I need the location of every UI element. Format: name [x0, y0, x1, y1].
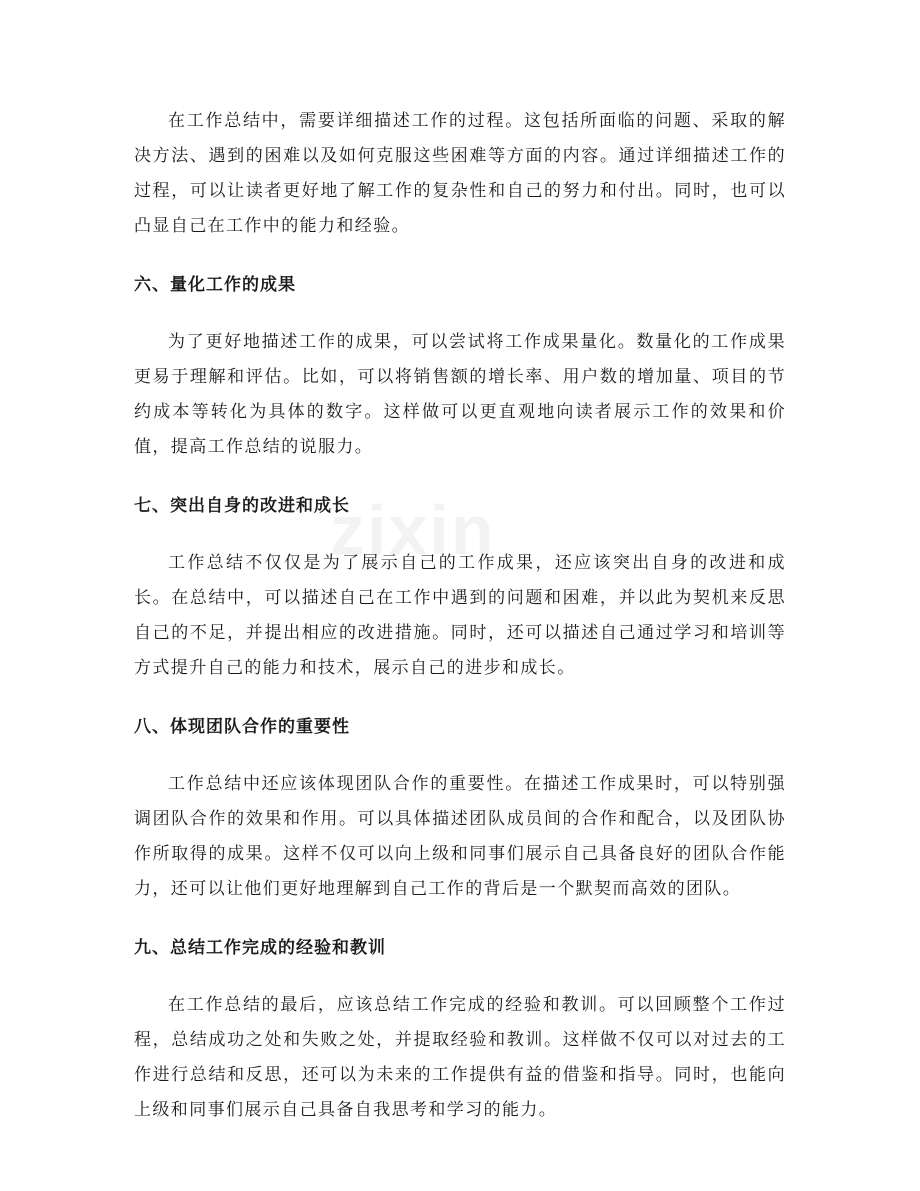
paragraph-work-process: 在工作总结中，需要详细描述工作的过程。这包括所面临的问题、采取的解决方法、遇到的困难以及如何克服这些困难等方面的内容。通过详细描述工作的过程，可以让读者更好地了解工作的复杂性和自己的努力和付出。同时，也可以凸显自己在工作中的能力和经验。	[134, 111, 786, 236]
section-heading-8: 八、体现团队合作的重要性	[134, 717, 350, 737]
section-heading-6: 六、量化工作的成果	[134, 275, 296, 295]
section-heading-9: 九、总结工作完成的经验和教训	[134, 938, 386, 958]
paragraph-teamwork: 工作总结中还应该体现团队合作的重要性。在描述工作成果时，可以特别强调团队合作的效果和作用。可以具体描述团队成员间的合作和配合，以及团队协作所取得的成果。这样不仅可以向上级和同事们展示自己具备良好的团队合作能力，还可以让他们更好地理解到自己工作的背后是一个默契而高效的团队。	[134, 774, 786, 899]
section-heading-7: 七、突出自身的改进和成长	[134, 496, 350, 516]
document-body	[134, 104, 786, 1155]
paragraph-self-improvement: 工作总结不仅仅是为了展示自己的工作成果，还应该突出自身的改进和成长。在总结中，可以描述自己在工作中遇到的问题和困难，并以此为契机来反思自己的不足，并提出相应的改进措施。同时，还可以描述自己通过学习和培训等方式提升自己的能力和技术，展示自己的进步和成长。	[134, 553, 786, 678]
paragraph-quantify-results: 为了更好地描述工作的成果，可以尝试将工作成果量化。数量化的工作成果更易于理解和评估。比如，可以将销售额的增长率、用户数的增加量、项目的节约成本等转化为具体的数字。这样做可以更直观地向读者展示工作的效果和价值，提高工作总结的说服力。	[134, 332, 786, 457]
paragraph-lessons-learned: 在工作总结的最后，应该总结工作完成的经验和教训。可以回顾整个工作过程，总结成功之处和失败之处，并提取经验和教训。这样做不仅可以对过去的工作进行总结和反思，还可以为未来的工作提供有益的借鉴和指导。同时，也能向上级和同事们展示自己具备自我思考和学习的能力。	[134, 995, 786, 1120]
watermark: zixin	[330, 491, 496, 569]
